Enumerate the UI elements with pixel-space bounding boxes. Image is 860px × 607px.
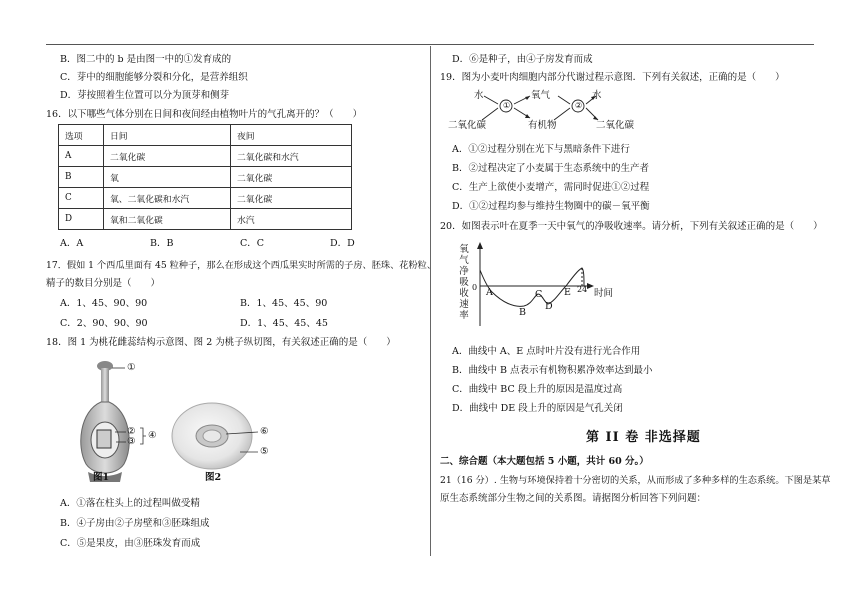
q20-tick-24: 24 — [577, 285, 588, 294]
q18-option-a: A．①落在柱头上的过程叫做受精 — [60, 498, 200, 509]
q19-co2-right: 二氧化碳 — [596, 120, 635, 131]
q16-stem: 16．以下哪些气体分别在日间和夜间经由植物叶片的气孔离开的？（ ） — [46, 109, 363, 120]
curve-point-d: D — [545, 301, 553, 312]
table-cell: 氧 — [104, 167, 231, 188]
q19-process-2: ② — [575, 101, 583, 110]
q19-oxygen: 氧气 — [531, 90, 551, 101]
curve-point-e: E — [564, 287, 571, 298]
table-cell: 二氧化碳 — [231, 188, 352, 209]
table-cell: 二氧化碳和水汽 — [231, 146, 352, 167]
q17-option-b: B．1、45、45、90 — [240, 298, 328, 309]
embryo-sac-shape — [97, 430, 111, 448]
curve-point-a: A — [486, 287, 493, 298]
fig2-caption: 图2 — [205, 472, 222, 483]
peach-seed-shape — [203, 430, 221, 442]
peach-label-6: ⑥ — [260, 426, 269, 437]
q15-option-b: B．图二中的 b 是由图一中的①发育成的 — [60, 54, 232, 65]
curve-point-c: C — [535, 289, 543, 300]
q15-option-c: C．芽中的细胞能够分裂和分化，是营养组织 — [60, 72, 248, 83]
q20-option-c: C．曲线中 BC 段上升的原因是温度过高 — [452, 384, 623, 395]
q16-option-c: C．C — [240, 238, 265, 249]
q20-stem: 20．如图表示叶在夏季一天中氧气的净吸收速率。请分析，下列有关叙述正确的是（ ） — [440, 221, 823, 232]
q21-line1: 21（16 分）. 生物与环境保持着十分密切的关系，从而形成了多种多样的生态系统。下图是某草 — [440, 475, 831, 486]
q19-option-b: B．②过程决定了小麦属于生态系统中的生产者 — [452, 163, 649, 174]
style-shape — [101, 368, 109, 404]
peach-figure — [170, 400, 258, 472]
q19-water-right: 水 — [592, 90, 602, 101]
q20-origin: 0 — [472, 283, 478, 292]
q20-option-a: A．曲线中 A、E 点时叶片没有进行光合作用 — [452, 346, 641, 357]
peach-label-5: ⑤ — [260, 446, 269, 457]
q16-table — [58, 124, 352, 230]
q18-stem: 18．图 1 为桃花雌蕊结构示意图、图 2 为桃子纵切图，有关叙述正确的是（ ） — [46, 337, 396, 348]
q19-option-d: D．①②过程均参与维持生物圈中的碳－氧平衡 — [452, 201, 650, 212]
q16-option-a: A．A — [60, 238, 84, 249]
header-rule — [46, 44, 814, 45]
table-header: 选项 — [59, 125, 104, 146]
q19-co2-left: 二氧化碳 — [448, 120, 487, 131]
table-cell: 氧、二氧化碳和水汽 — [104, 188, 231, 209]
q17-option-c: C．2、90、90、90 — [60, 318, 148, 329]
pistil-figure — [60, 356, 170, 484]
pistil-label-4: ④ — [148, 430, 157, 441]
q19-stem: 19．图为小麦叶肉细胞内部分代谢过程示意图．下列有关叙述，正确的是（ ） — [440, 72, 785, 83]
table-cell: B — [59, 167, 104, 188]
q18-option-d: D．⑥是种子，由④子房发育而成 — [452, 54, 593, 65]
table-cell: C — [59, 188, 104, 209]
q20-ylabel: 氧 气 净 吸 收 速 率 — [459, 244, 469, 321]
part-two-heading: 二、综合题（本大题包括 5 小题，共计 60 分。） — [440, 456, 649, 467]
fig1-caption: 图1 — [93, 472, 110, 483]
q18-option-c: C．⑤是果皮，由③胚珠发育而成 — [60, 538, 201, 549]
table-cell: 二氧化碳 — [104, 146, 231, 167]
pistil-label-1: ① — [127, 362, 136, 373]
section-title: 第 II 卷 非选择题 — [586, 430, 701, 445]
q19-option-c: C．生产上欲使小麦增产，需同时促进①②过程 — [452, 182, 650, 193]
column-divider — [430, 46, 431, 556]
q19-process-1: ① — [503, 101, 511, 110]
q17-option-a: A．1、45、90、90 — [60, 298, 148, 309]
pistil-label-2: ② — [127, 426, 136, 437]
q16-option-b: B．B — [150, 238, 174, 249]
table-header: 夜间 — [231, 125, 352, 146]
table-row — [59, 209, 352, 230]
q17-option-d: D．1、45、45、45 — [240, 318, 328, 329]
q20-xlabel: 时间 — [594, 288, 614, 299]
table-cell: 氧和二氧化碳 — [104, 209, 231, 230]
q20-option-d: D．曲线中 DE 段上升的原因是气孔关闭 — [452, 403, 623, 414]
table-cell: 水汽 — [231, 209, 352, 230]
table-cell: A — [59, 146, 104, 167]
q16-option-d: D．D — [330, 238, 355, 249]
table-cell: 二氧化碳 — [231, 167, 352, 188]
q17-stem-line1: 17．假如 1 个西瓜里面有 45 粒种子，那么在形成这个西瓜果实时所需的子房、胚珠、花粉粒、 — [46, 260, 437, 271]
q19-water-left: 水 — [474, 90, 484, 101]
table-header-row — [59, 125, 352, 146]
q17-stem-line2: 精子的数目分别是（ ） — [46, 278, 161, 289]
curve-point-b: B — [519, 307, 526, 318]
q19-option-a: A．①②过程分别在光下与黑暗条件下进行 — [452, 144, 630, 155]
pistil-label-3: ③ — [127, 436, 136, 447]
q19-organic-matter: 有机物 — [528, 120, 557, 131]
q18-option-b: B．④子房由②子房壁和③胚珠组成 — [60, 518, 210, 529]
q21-line2: 原生态系统部分生物之间的关系图。请据图分析回答下列问题： — [440, 493, 707, 504]
q15-option-d: D．芽按照着生位置可以分为顶芽和侧芽 — [60, 90, 230, 101]
table-header: 日间 — [104, 125, 231, 146]
table-row — [59, 167, 352, 188]
q20-option-b: B．曲线中 B 点表示有机物积累净效率达到最小 — [452, 365, 653, 376]
oxygen-curve-figure — [474, 240, 594, 328]
table-row — [59, 188, 352, 209]
table-cell: D — [59, 209, 104, 230]
table-row — [59, 146, 352, 167]
